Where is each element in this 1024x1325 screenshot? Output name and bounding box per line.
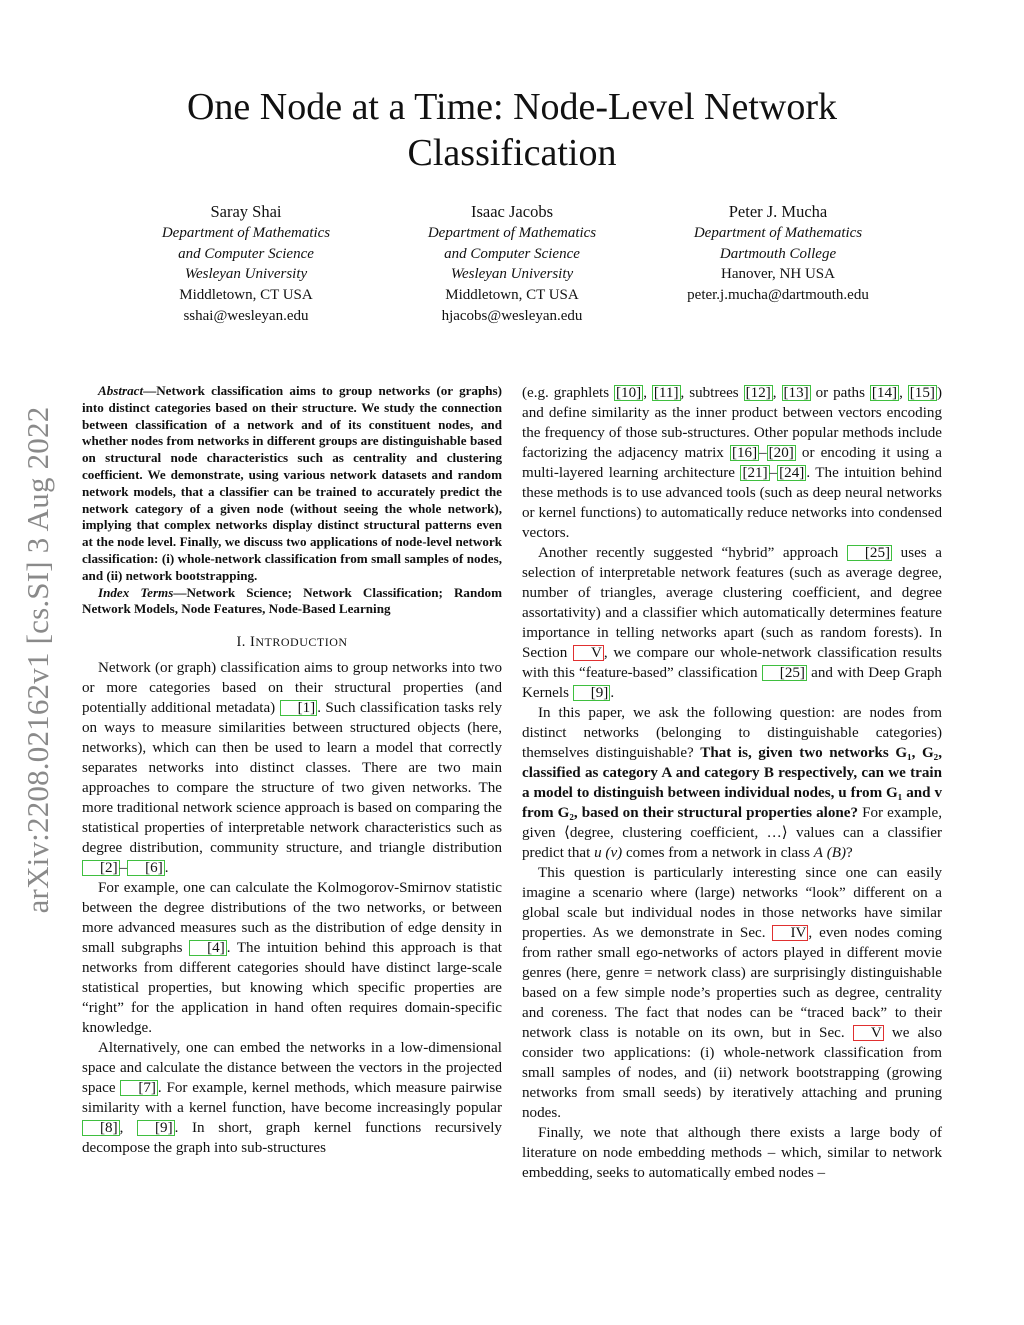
citation-link[interactable]: [9] (573, 685, 611, 701)
citation-link[interactable]: [10] (616, 385, 642, 401)
paper-title (112, 84, 912, 176)
citation-link[interactable]: [9] (137, 1120, 175, 1136)
author-email[interactable]: peter.j.mucha@dartmouth.edu (687, 287, 869, 304)
author-location: Hanover, NH USA (721, 266, 835, 283)
author-location: Middletown, CT USA (445, 287, 579, 304)
arxiv-stamp (18, 370, 58, 950)
author-block-1 (111, 201, 381, 327)
citation-link[interactable]: [12] (745, 385, 771, 401)
author-dept: Department of Mathematics (161, 225, 331, 241)
paragraph: Finally, we note that although there exists a large body of literature on node embedding methods – which, similar to network embedding, seeks to automatically embed nodes – (522, 1125, 942, 1181)
paragraph: This question is particularly interesting since one can easily imagine a scenario where (large) networks “look” different on a global scale but individual nodes in those networks have similar properties. As we demonstrate in Sec. IV , even nodes coming from rather small ego-networks of actors played in different movie genres (here, genre = network class) are surprisingly distinguishable based on a few simple node’s properties such as degree, centrality and coreness. The fact that nodes can be “traced back” to their network class is notable on its own, but in Sec. V we also consider two applications: (i) whole-network classification from small samples of nodes, and (ii) network bootstrapping (growing networks from small seeds) by iteratively attaching and pruning nodes. (522, 865, 942, 1121)
author-dept: Department of Mathematics (693, 225, 863, 241)
left-column (82, 383, 502, 1158)
citation-link[interactable]: [25] (847, 545, 892, 561)
abstract (82, 383, 502, 585)
author-dept: and Computer Science (178, 245, 314, 262)
paragraph: For example, one can calculate the Kolmogorov-Smirnov statistic between the degree distributions of the two networks, or between more advanced measures such as the distribution of edge density in small subgraphs [4] . The intuition behind this approach is that networks from different categories should have distinct large-scale statistical properties, but knowing which specific properties are “right” for the application in hand often requires domain-specific knowledge. (82, 880, 502, 1037)
abstract-label: Abstract (98, 383, 144, 398)
citation-link[interactable]: [2] (82, 860, 120, 876)
citation-link[interactable]: [4] (189, 940, 227, 956)
author-name: Isaac Jacobs (470, 202, 553, 221)
author-institution: Dartmouth College (719, 245, 837, 262)
citation-link[interactable]: [15] (909, 385, 935, 401)
author-name: Peter J. Mucha (728, 202, 828, 221)
section-link[interactable]: IV (772, 925, 808, 941)
citation-link[interactable]: [8] (82, 1120, 120, 1136)
index-terms-label: Index Terms (98, 584, 174, 600)
section-link[interactable]: V (853, 1025, 884, 1041)
author-name: Saray Shai (210, 202, 282, 221)
paragraph: (e.g. graphlets [10] , [11] , subtrees [12] , [13] or paths [14] , [15] ) and define similarity as the inner product between vectors encoding the frequency of those sub-structures. Other popular methods include factorizing the adjacency matrix [16] – [20] or encoding it using a multi-layered learning architecture [21] – [24] . The intuition behind these methods is to use advanced tools (such as deep neural networks or kernel functions) to automatically reduce networks into condensed vectors. (522, 385, 943, 541)
index-terms (82, 585, 502, 619)
abstract-text: —Network classification aims to group networks (or graphs) into distinct categories based on their structure. We study the connection between classification of a network and of its constituent nodes, and whether nodes from networks in different groups are distinguishable based on structural node characteristics such as centrality and clustering coefficient. We demonstrate, using various network datasets and random network models, that a classifier can be trained to accurately predict the network category of a given node (without seeing the whole network), implying that complex networks display distinct structural patterns even at the node level. Finally, we discuss two applications of node-level network classification: (i) whole-network classification from small samples of nodes, and (ii) network bootstrapping. (82, 383, 502, 583)
citation-link[interactable]: [24] (779, 465, 805, 481)
author-location: Middletown, CT USA (179, 287, 313, 304)
author-block-2 (377, 201, 647, 327)
citation-link[interactable]: [6] (127, 860, 165, 876)
citation-link[interactable]: [13] (783, 385, 809, 401)
paragraph: Alternatively, one can embed the networks in a low-dimensional space and calculate the distance between the vectors in the projected space [7] . For example, kernel methods, which measure pairwise similarity with a kernel function, have become increasingly popular [8] , [9] . In short, graph kernel functions recursively decompose the graph into sub-structures (82, 1040, 502, 1157)
paragraph: Another recently suggested “hybrid” approach [25] uses a selection of interpretable network features (such as average degree, number of triangles, average clustering coefficient, and degree assortativity) and a classifier which automatically determines feature importance in telling networks apart (such as random forests). In Section V , we compare our whole-network classification results with this “feature-based” classification [25] and with Deep Graph Kernels [9] . (522, 545, 942, 701)
title-line-1: One Node at a Time: Node-Level Network (186, 86, 838, 128)
arxiv-stamp-text: arXiv:2208.02162v1 [cs.SI] 3 Aug 2022 (20, 406, 55, 914)
section-link[interactable]: V (573, 645, 604, 661)
author-block-3 (643, 201, 913, 306)
author-email[interactable]: sshai@wesleyan.edu (183, 307, 309, 324)
citation-link[interactable]: [20] (768, 445, 794, 461)
right-column (522, 383, 942, 1183)
citation-link[interactable]: [16] (731, 445, 758, 461)
paragraph: In this paper, we ask the following question: are nodes from distinct networks (belonging to distinguishable categories) themselves distinguishable? That is, given two networks G₁, G₂, classified as category A and category B respectively, can we train a model to distinguish between individual nodes, u from G₁ and v from G₂, based on their structural properties alone? For example, given ⟨degree, clustering coefficient, …⟩ values can a classifier predict that u (v) comes from a network in class A (B)? (522, 705, 942, 861)
citation-link[interactable]: [21] (742, 465, 768, 481)
citation-link[interactable]: [1] (280, 700, 318, 716)
author-institution: Wesleyan University (184, 266, 308, 283)
author-institution: Wesleyan University (450, 266, 574, 283)
title-line-2: Classification (407, 132, 617, 174)
author-email[interactable]: hjacobs@wesleyan.edu (441, 307, 583, 324)
author-dept: Department of Mathematics (427, 225, 597, 241)
index-terms-text: —Network Science; Network Classification; Random Network Models, Node Features, Node-Based Learning (82, 584, 502, 617)
citation-link[interactable]: [7] (120, 1080, 158, 1096)
author-dept: and Computer Science (444, 245, 580, 262)
citation-link[interactable]: [14] (871, 385, 898, 401)
research-question: That is, given two networks G₁, G₂, classified as category A and category B respectively, can we train a model to distinguish between individual nodes, u from G₁ and v from G₂, based on their structural properties alone? (522, 745, 942, 821)
paragraph: Network (or graph) classification aims to group networks into two or more categories based on their structural properties (and potentially additional metadata) [1] . Such classification tasks rely on ways to measure similarities between structured objects (here, networks), which can then be used to learn a model that correctly separates networks into distinct classes. There are two main approaches to compare the structure of two given networks. The more traditional network science approach is based on comparing the statistical properties of interpretable network characteristics such as degree distribution, community structure, and triangle distribution [2] – [6] . (82, 660, 503, 877)
citation-link[interactable]: [25] (762, 665, 807, 681)
citation-link[interactable]: [11] (653, 385, 679, 401)
section-heading-introduction: I. INTRODUCTION (236, 634, 348, 651)
